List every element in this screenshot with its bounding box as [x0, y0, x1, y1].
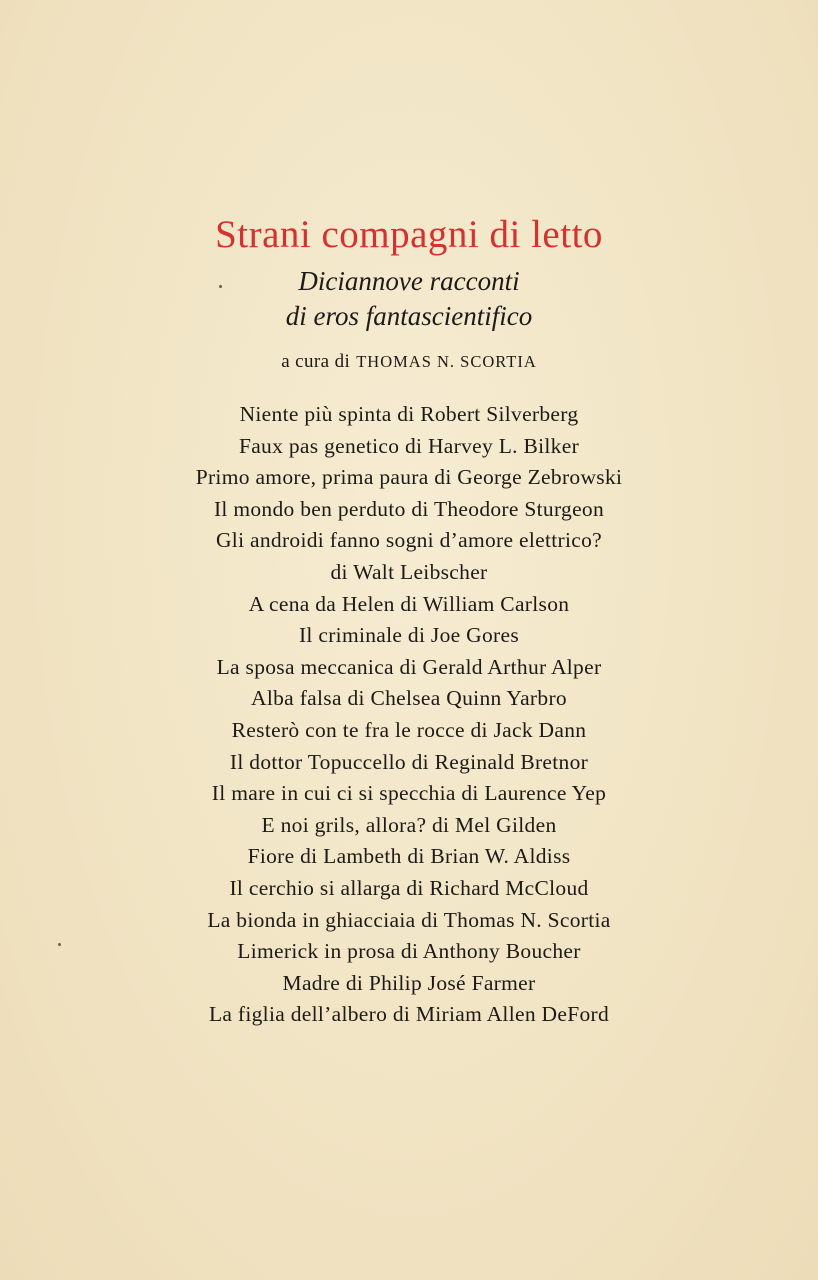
editor-credit: [0, 349, 818, 375]
contents-item: Limerick in prosa di Anthony Boucher: [237, 939, 581, 964]
contents-item: Il mare in cui ci si specchia di Laurence Yep: [211, 781, 607, 806]
contents-item: Faux pas genetico di Harvey L. Bilker: [238, 433, 580, 458]
contents-item: Resterò con te fra le rocce di Jack Dann: [231, 717, 587, 742]
contents-item: La figlia dell’albero di Miriam Allen DeFord: [208, 1002, 610, 1027]
table-of-contents: [0, 399, 818, 1031]
paper-speck: [58, 943, 61, 946]
contents-item: Primo amore, prima paura di George Zebrowski: [195, 465, 623, 490]
editor-name: THOMAS N. SCORTIA: [356, 352, 537, 371]
contents-item: Il cerchio si allarga di Richard McCloud: [229, 875, 589, 900]
book-title: Strani compagni di letto: [215, 213, 603, 256]
contents-item: Alba falsa di Chelsea Quinn Yarbro: [251, 686, 567, 711]
contents-item: Niente più spinta di Robert Silverberg: [239, 402, 579, 426]
paper-speck: [219, 285, 222, 288]
book-subtitle-line-2: di eros fantascientifico: [285, 301, 533, 331]
contents-item: Il criminale di Joe Gores: [298, 623, 520, 648]
contents-item: Il mondo ben perduto di Theodore Sturgeon: [213, 496, 605, 521]
contents-item: Gli androidi fanno sogni d’amore elettrico?: [215, 528, 603, 553]
contents-item: E noi grils, allora? di Mel Gilden: [261, 812, 557, 837]
editor-label: a cura di: [281, 351, 351, 372]
contents-item: La bionda in ghiacciaia di Thomas N. Scortia: [207, 907, 611, 932]
contents-item: Il dottor Topuccello di Reginald Bretnor: [229, 749, 589, 774]
contents-item: A cena da Helen di William Carlson: [248, 591, 570, 616]
contents-item: Fiore di Lambeth di Brian W. Aldiss: [247, 844, 571, 869]
contents-item: Madre di Philip José Farmer: [282, 970, 536, 995]
book-subtitle-line-1: Diciannove racconti: [298, 266, 520, 296]
contents-item: di Walt Leibscher: [330, 559, 488, 584]
contents-item: La sposa meccanica di Gerald Arthur Alper: [216, 654, 602, 679]
